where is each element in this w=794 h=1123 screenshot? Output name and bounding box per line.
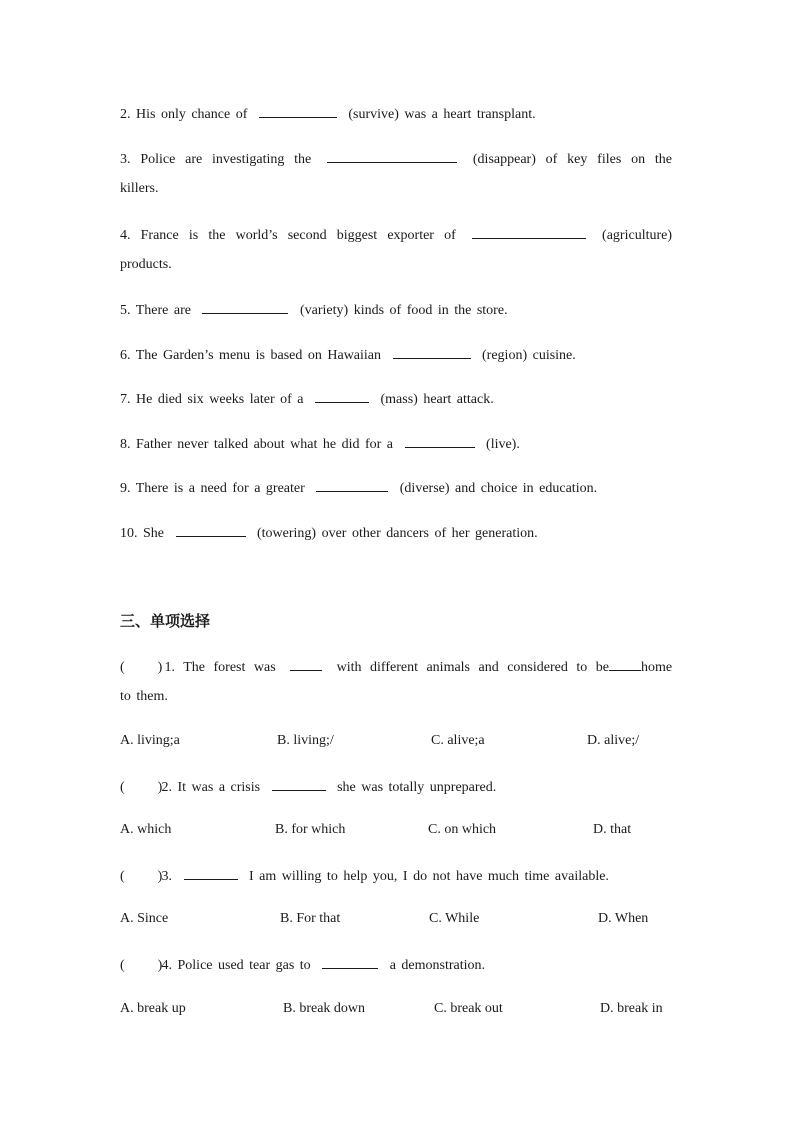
option-a[interactable]: A. which xyxy=(120,822,172,837)
option-c[interactable]: C. on which xyxy=(428,822,497,837)
item-number: 2. xyxy=(120,107,131,122)
fill-item-3 xyxy=(120,149,672,169)
answer-blank[interactable] xyxy=(315,389,369,403)
item-number: 3. xyxy=(120,152,131,167)
question-text: a demonstration. xyxy=(389,958,485,973)
mc-question-2 xyxy=(120,777,672,797)
item-text: kinds of food in the store. xyxy=(353,303,508,318)
answer-blank[interactable] xyxy=(259,104,337,118)
mc-question-1-cont: to them. xyxy=(120,689,168,704)
word-hint: (agriculture) xyxy=(602,228,673,243)
item-number: 10. xyxy=(120,526,138,541)
item-text: He died six weeks later of a xyxy=(136,392,304,407)
item-text: Police are investigating the xyxy=(140,152,312,167)
section-title: 三、单项选择 xyxy=(120,612,211,630)
option-c[interactable]: C. alive;a xyxy=(431,733,485,748)
answer-blank[interactable] xyxy=(327,149,457,163)
fill-item-5 xyxy=(120,300,672,320)
word-hint: (region) xyxy=(482,348,528,363)
item-number: 6. xyxy=(120,348,131,363)
mc-question-4 xyxy=(120,955,672,975)
fill-item-4 xyxy=(120,225,672,245)
option-a[interactable]: A. Since xyxy=(120,911,169,926)
question-number: 3. xyxy=(161,869,172,884)
answer-paren[interactable]: ( ) xyxy=(120,660,163,675)
word-hint: (survive) xyxy=(348,107,399,122)
fill-item-8 xyxy=(120,434,672,454)
question-number: 2. xyxy=(161,780,172,795)
question-text: she was totally unprepared. xyxy=(337,780,497,795)
word-hint: (towering) xyxy=(257,526,317,541)
answer-blank[interactable] xyxy=(322,955,378,969)
option-b[interactable]: B. break down xyxy=(283,1001,366,1016)
option-a[interactable]: A. break up xyxy=(120,1001,186,1016)
item-text: His only chance of xyxy=(136,107,248,122)
item-number: 5. xyxy=(120,303,131,318)
question-text: home xyxy=(640,660,673,675)
fill-item-6 xyxy=(120,345,672,365)
item-number: 7. xyxy=(120,392,131,407)
option-b[interactable]: B. living;/ xyxy=(277,733,334,748)
fill-item-10 xyxy=(120,523,672,543)
option-d[interactable]: D. that xyxy=(593,822,632,837)
answer-paren[interactable]: ( ) xyxy=(120,958,163,973)
item-text: There are xyxy=(135,303,191,318)
question-number: 1. xyxy=(164,660,175,675)
fill-item-3-cont: killers. xyxy=(120,181,159,196)
option-b[interactable]: B. for which xyxy=(275,822,346,837)
option-c[interactable]: C. While xyxy=(429,911,480,926)
word-hint: (live). xyxy=(486,437,520,452)
item-text: of key files on the xyxy=(545,152,672,167)
answer-blank[interactable] xyxy=(290,657,322,671)
option-d[interactable]: D. When xyxy=(598,911,649,926)
question-text: with different animals and considered to be xyxy=(336,660,609,675)
mc-question-1 xyxy=(120,657,672,677)
answer-paren[interactable]: ( ) xyxy=(120,780,163,795)
word-hint: (mass) xyxy=(380,392,418,407)
question-text: Police used tear gas to xyxy=(177,958,311,973)
answer-blank[interactable] xyxy=(176,523,246,537)
answer-blank[interactable] xyxy=(184,866,238,880)
answer-blank[interactable] xyxy=(316,478,388,492)
word-hint: (diverse) xyxy=(399,481,450,496)
item-number: 8. xyxy=(120,437,131,452)
item-text: France is the world’s second biggest exporter of xyxy=(140,228,456,243)
item-text: over other dancers of her generation. xyxy=(321,526,538,541)
item-text: There is a need for a greater xyxy=(135,481,305,496)
item-text: cuisine. xyxy=(532,348,576,363)
item-text: was a heart transplant. xyxy=(404,107,536,122)
answer-blank[interactable] xyxy=(472,225,586,239)
answer-paren[interactable]: ( ) xyxy=(120,869,163,884)
item-text: and choice in education. xyxy=(455,481,598,496)
question-text: The forest was xyxy=(183,660,276,675)
fill-item-7 xyxy=(120,389,672,409)
option-d[interactable]: D. break in xyxy=(600,1001,663,1016)
question-number: 4. xyxy=(161,958,172,973)
option-d[interactable]: D. alive;/ xyxy=(587,733,640,748)
fill-item-4-cont: products. xyxy=(120,257,172,272)
question-text: It was a crisis xyxy=(177,780,261,795)
item-number: 4. xyxy=(120,228,131,243)
item-text: Father never talked about what he did for a xyxy=(136,437,394,452)
option-c[interactable]: C. break out xyxy=(434,1001,503,1016)
answer-blank[interactable] xyxy=(202,300,288,314)
answer-blank[interactable] xyxy=(405,434,475,448)
item-text: The Garden’s menu is based on Hawaiian xyxy=(135,348,382,363)
fill-item-9 xyxy=(120,478,672,498)
answer-blank[interactable] xyxy=(272,777,326,791)
item-text: She xyxy=(143,526,164,541)
option-b[interactable]: B. For that xyxy=(280,911,341,926)
answer-blank[interactable] xyxy=(393,345,471,359)
answer-blank[interactable] xyxy=(609,657,641,671)
fill-item-2 xyxy=(120,104,672,124)
mc-question-3 xyxy=(120,866,672,886)
item-text: heart attack. xyxy=(423,392,494,407)
option-a[interactable]: A. living;a xyxy=(120,733,180,748)
question-text: I am willing to help you, I do not have much time available. xyxy=(249,869,609,884)
item-number: 9. xyxy=(120,481,131,496)
word-hint: (disappear) xyxy=(472,152,536,167)
word-hint: (variety) xyxy=(299,303,349,318)
